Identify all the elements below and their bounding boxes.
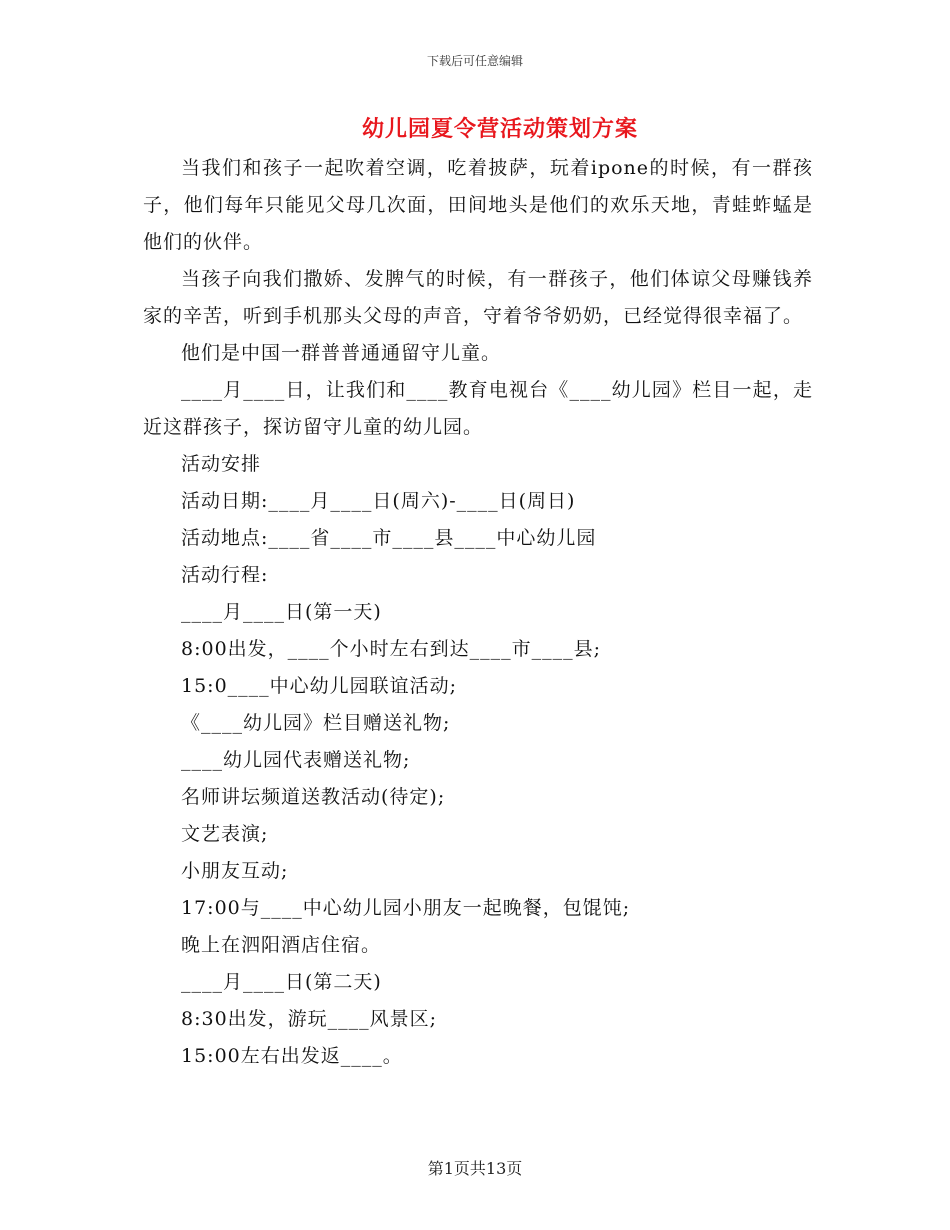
page-number-footer: 第1页共13页 bbox=[427, 1159, 523, 1178]
itinerary-item: 名师讲坛频道送教活动(待定); bbox=[181, 786, 446, 808]
itinerary-item: 8:00出发，____个小时左右到达____市____县; bbox=[181, 638, 602, 660]
itinerary-item: 15:0____中心幼儿园联谊活动; bbox=[181, 675, 458, 697]
page-header-note: 下载后可任意编辑 bbox=[426, 54, 523, 68]
document-title: 幼儿园夏令营活动策划方案 bbox=[361, 116, 638, 142]
itinerary-day-one: ____月____日(第一天) bbox=[181, 601, 382, 623]
itinerary-item: 15:00左右出发返____。 bbox=[181, 1045, 403, 1067]
paragraph: 当我们和孩子一起吹着空调，吃着披萨，玩着ipone的时候，有一群孩子，他们每年只能见父母几次面，田间地头是他们的欢乐天地，青蛙蚱蜢是他们的伙伴。 bbox=[143, 157, 813, 253]
itinerary-item: 8:30出发，游玩____风景区; bbox=[181, 1008, 438, 1030]
activity-location-line: 活动地点:____省____市____县____中心幼儿园 bbox=[181, 527, 597, 549]
itinerary-day-two: ____月____日(第二天) bbox=[181, 971, 382, 993]
paragraph: ____月____日，让我们和____教育电视台《____幼儿园》栏目一起，走近这群孩子，探访留守儿童的幼儿园。 bbox=[143, 379, 813, 438]
itinerary-item: 文艺表演; bbox=[181, 823, 269, 845]
itinerary-item: 《____幼儿园》栏目赠送礼物; bbox=[181, 712, 451, 734]
document-body bbox=[143, 150, 813, 1075]
paragraph: 当孩子向我们撒娇、发脾气的时候，有一群孩子，他们体谅父母赚钱养家的辛苦，听到手机那头父母的声音，守着爷爷奶奶，已经觉得很幸福了。 bbox=[143, 268, 813, 327]
itinerary-item: 晚上在泗阳酒店住宿。 bbox=[181, 934, 382, 956]
itinerary-item: 小朋友互动; bbox=[181, 860, 289, 882]
itinerary-item: 17:00与____中心幼儿园小朋友一起晚餐，包馄饨; bbox=[181, 897, 631, 919]
section-heading-activity-arrangement: 活动安排 bbox=[181, 453, 262, 475]
paragraph: 他们是中国一群普普通通留守儿童。 bbox=[181, 342, 502, 364]
itinerary-item: ____幼儿园代表赠送礼物; bbox=[181, 749, 411, 771]
activity-date-line: 活动日期:____月____日(周六)-____日(周日) bbox=[181, 490, 576, 512]
activity-itinerary-heading: 活动行程: bbox=[181, 564, 269, 586]
